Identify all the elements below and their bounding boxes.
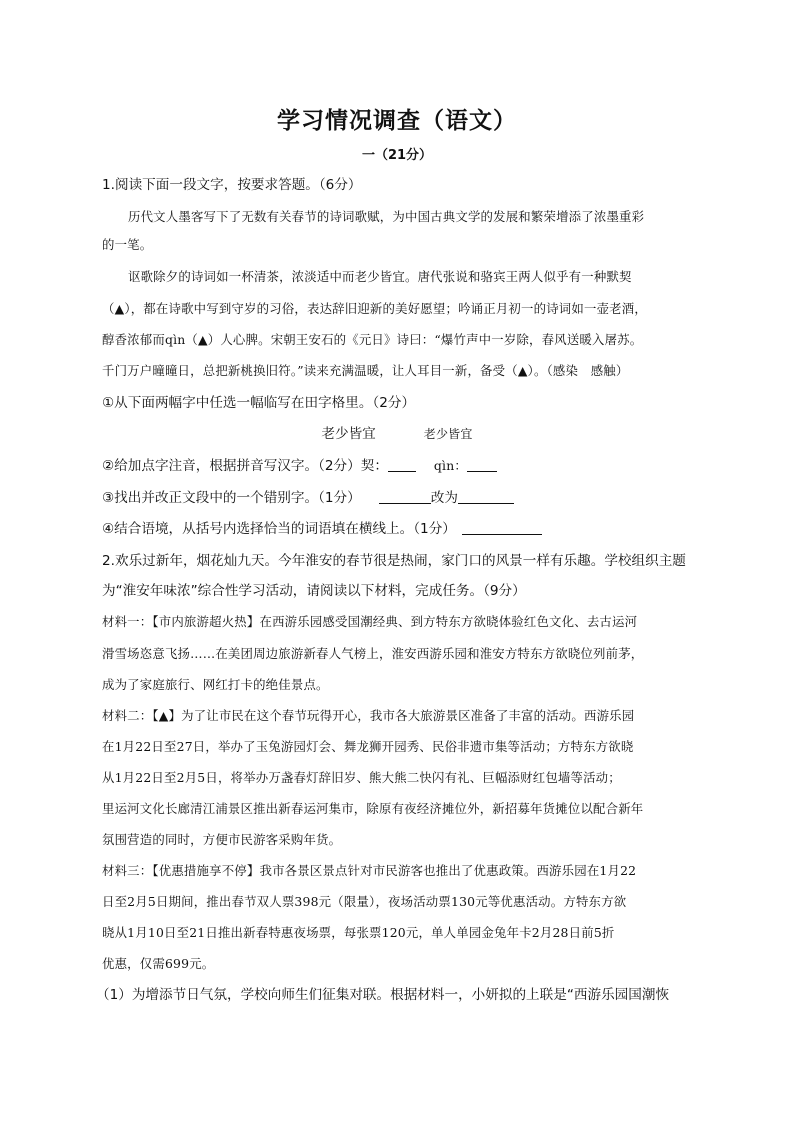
calligraphy-sample-running: 老少皆宜: [423, 427, 473, 441]
material-2-line-3: 从1月22日至2月5日，将举办万盏春灯辞旧岁、熊大熊二快闪有礼、巨幅添财红包墙等活动；: [102, 770, 621, 785]
question-1-heading: 1.阅读下面一段文字，按要求答题。（6分）: [102, 177, 362, 193]
q1-subquestion-3: [102, 488, 698, 508]
material-3-line-1: 材料三：【优惠措施享不停】我市各景区景点针对市民游客也推出了优惠政策。西游乐园在1月22: [102, 863, 637, 878]
material-1-line-1: 材料一：【市内旅游超火热】在西游乐园感受国潮经典、到方特东方欲晓体验红色文化、去古运河: [102, 614, 638, 629]
answer-blank-qin[interactable]: [467, 457, 497, 472]
q1-subquestion-2: [102, 456, 698, 476]
material-1-line-3: 成为了家庭旅行、网红打卡的绝佳景点。: [102, 677, 329, 692]
q1-paragraph-2-line-4: 千门万户曈曈日，总把新桃换旧符。”读来充满温暖，让人耳目一新，备受（▲）。（感染 感触）: [102, 363, 629, 378]
q1-subquestion-4: [102, 519, 698, 539]
section-heading: 一（21分）: [361, 148, 433, 163]
q1-sub4-label: ④结合语境，从括号内选择恰当的词语填在横线上。（1分）: [102, 521, 456, 537]
material-3-line-3: 晓从1月10日至21日推出新春特惠夜场票，每张票120元，单人单园金兔年卡2月28日前5折: [102, 925, 615, 940]
q1-paragraph-1-line-2: 的一笔。: [102, 237, 153, 252]
page-title: 学习情况调查（语文）: [277, 108, 517, 134]
q1-sub3-label: ③找出并改正文段中的一个错别字。（1分）: [102, 490, 361, 506]
q1-sub2-label: ②给加点字注音，根据拼音写汉字。（2分）契：: [102, 458, 388, 474]
q1-sub3-mid: 改为: [430, 490, 458, 506]
answer-blank-word-choice[interactable]: [462, 520, 542, 535]
q1-sub2-pinyin: qìn：: [433, 458, 467, 473]
material-2-line-4: 里运河文化长廊清江浦景区推出新春运河集市，除原有夜经济摊位外，新招募年货摊位以配合新年: [102, 801, 644, 816]
q1-subquestion-1: ①从下面两幅字中任选一幅临写在田字格里。（2分）: [102, 395, 416, 411]
material-1-line-2: 滑雪场恣意飞扬……在美团周边旅游新春人气榜上，淮安西游乐园和淮安方特东方欲晓位列前茅，: [102, 646, 644, 661]
q1-paragraph-2-line-2: （▲），都在诗歌中写到守岁的习俗，表达辞旧迎新的美好愿望；吟诵正月初一的诗词如一壶老酒，: [102, 301, 647, 316]
question-2-heading-line-1: 2.欢乐过新年，烟花灿九天。今年淮安的春节很是热闹，家门口的风景一样有乐趣。学校组织主题: [102, 553, 686, 569]
material-3-line-4: 优惠，仅需699元。: [102, 956, 215, 971]
q1-paragraph-2-line-3: 醇香浓郁而qìn（▲）人心脾。宋朝王安石的《元日》诗曰：“爆竹声中一岁除，春风送暖入屠苏。: [102, 332, 643, 347]
calligraphy-sample-regular: 老少皆宜: [321, 426, 376, 442]
answer-blank-qi[interactable]: [388, 457, 416, 472]
q1-paragraph-1-line-1: 历代文人墨客写下了无数有关春节的诗词歌赋，为中国古典文学的发展和繁荣增添了浓墨重彩: [128, 209, 645, 224]
material-2-line-5: 氛围营造的同时，方便市民游客采购年货。: [102, 832, 342, 847]
calligraphy-samples: [0, 424, 794, 444]
question-2-heading-line-2: 为“淮安年味浓”综合性学习活动，请阅读以下材料，完成任务。（9分）: [102, 583, 526, 599]
q1-paragraph-2-line-1: 讴歌除夕的诗词如一杯清茶，浓淡适中而老少皆宜。唐代张说和骆宾王两人似乎有一种默契: [128, 269, 632, 284]
answer-blank-wrong-char[interactable]: [379, 489, 431, 504]
material-2-line-2: 在1月22日至27日，举办了玉兔游园灯会、舞龙狮开园秀、民俗非遗市集等活动；方特东方欲晓: [102, 739, 634, 754]
q2-task-1: （1）为增添节日气氛，学校向师生们征集对联。根据材料一，小妍拟的上联是“西游乐园国潮恢: [96, 987, 670, 1003]
material-2-line-1: 材料二：【▲】为了让市民在这个春节玩得开心，我市各大旅游景区准备了丰富的活动。西游乐园: [102, 708, 635, 723]
answer-blank-correct-char[interactable]: [458, 489, 514, 504]
material-3-line-2: 日至2月5日期间，推出春节双人票398元（限量），夜场活动票130元等优惠活动。方特东方欲: [102, 894, 627, 909]
